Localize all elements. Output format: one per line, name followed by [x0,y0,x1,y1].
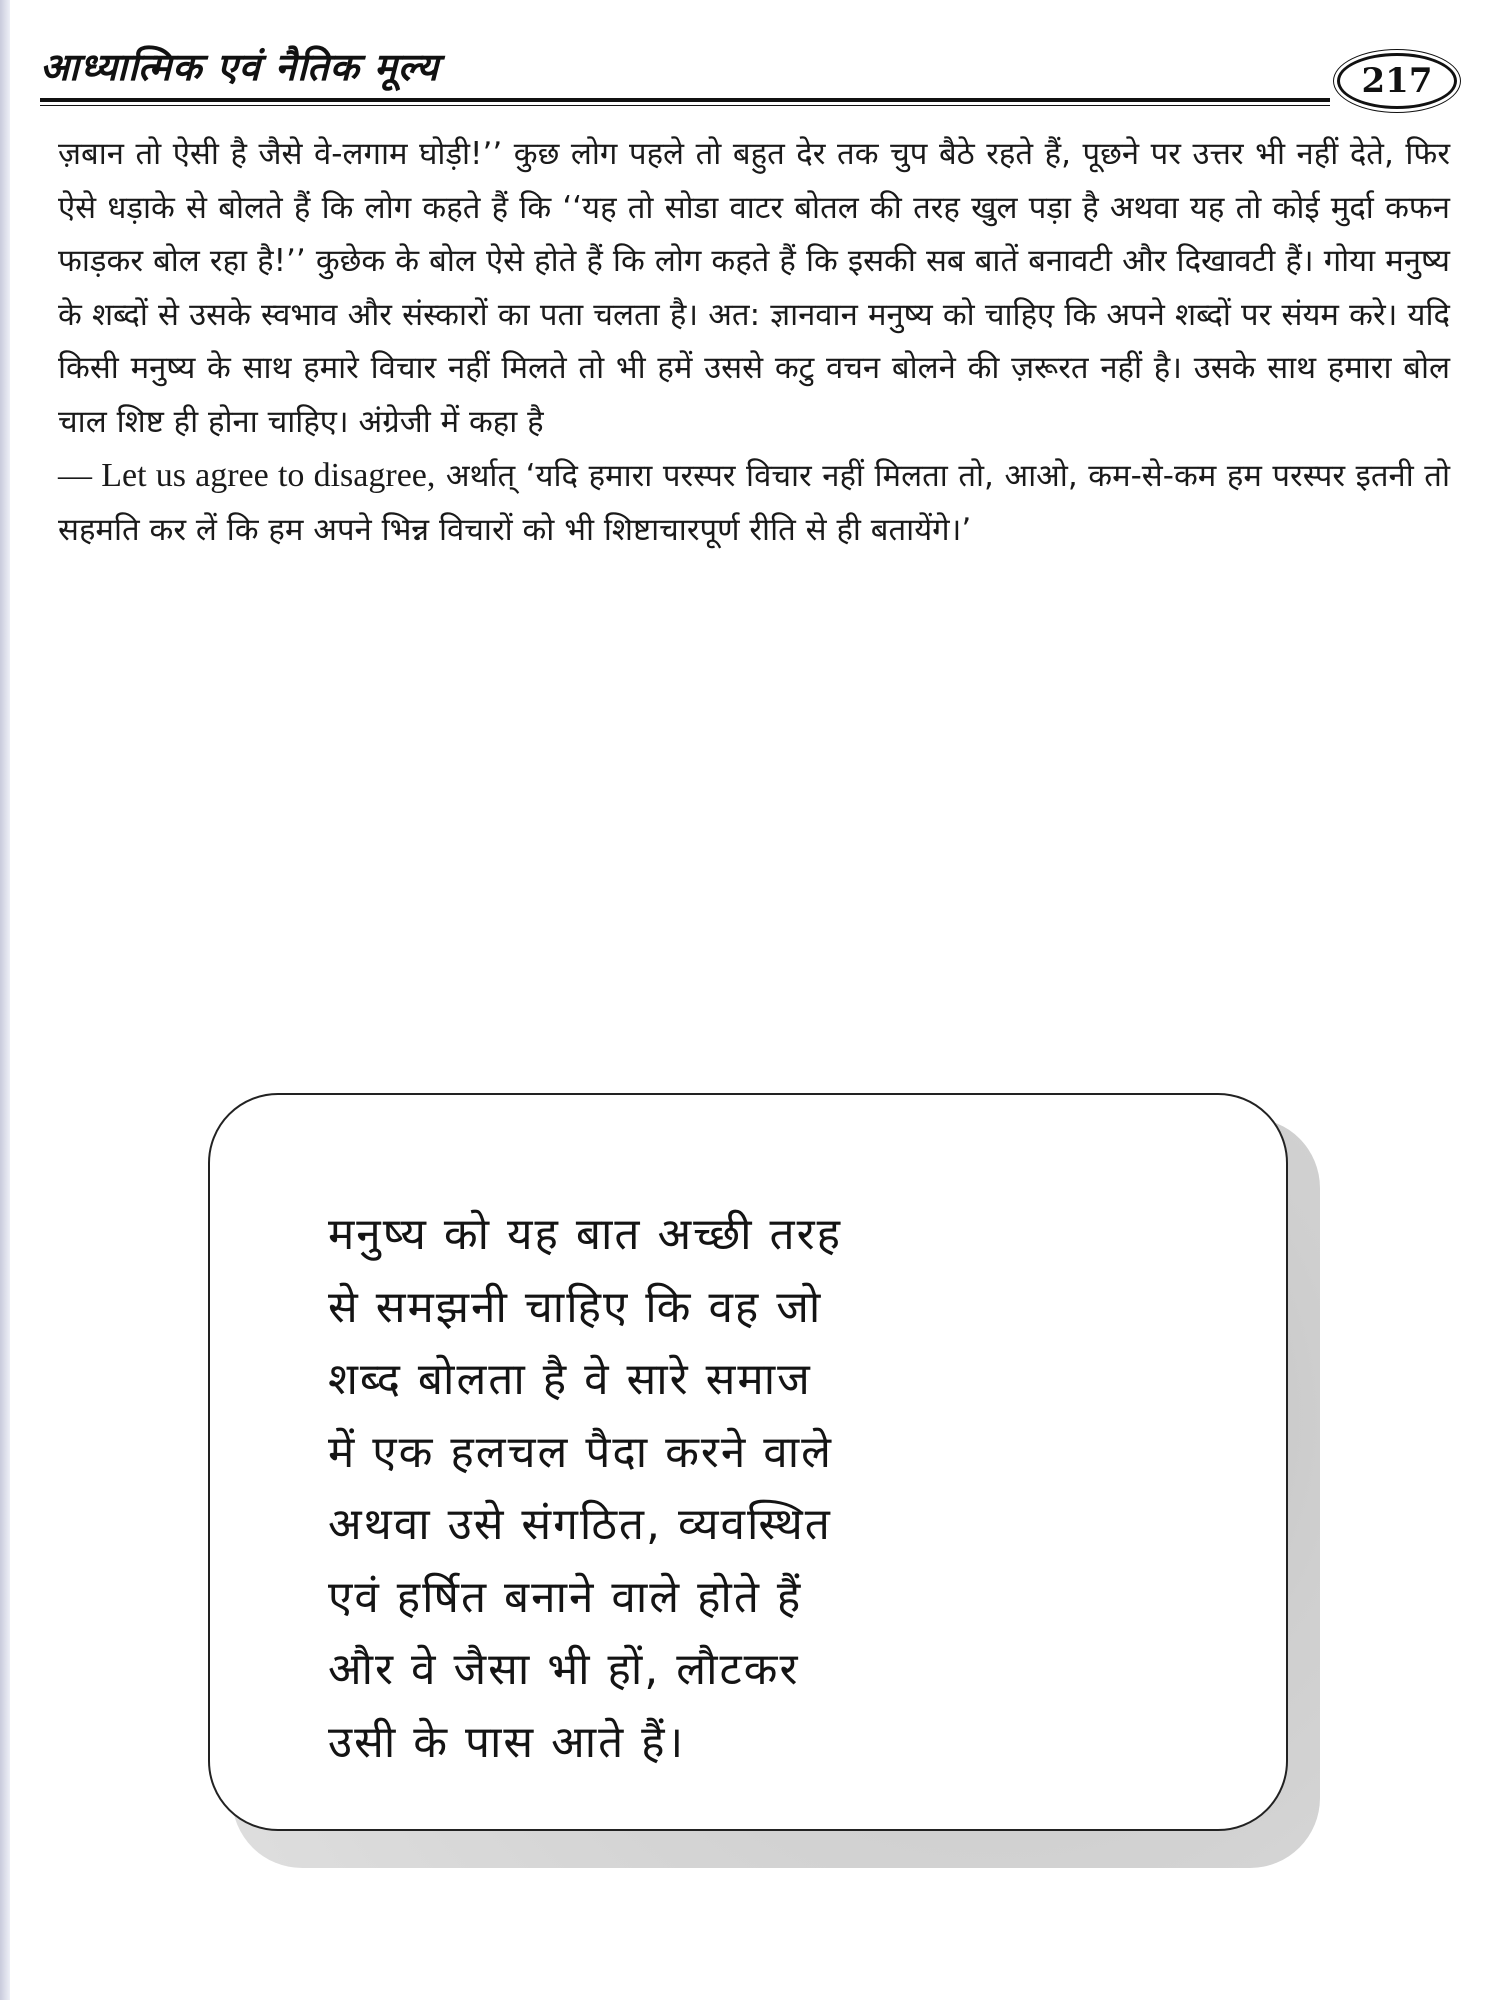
callout-line: और वे जैसा भी हों, लौटकर [328,1644,800,1695]
callout-text [328,1199,1208,1779]
quote-callout-box [208,1093,1288,1831]
callout-line: मनुष्य को यह बात अच्छी तरह [328,1209,842,1260]
callout-line: उसी के पास आते हैं। [328,1716,686,1768]
body-text-part2: अर्थात् ‘यदि हमारा परस्पर विचार नहीं मिलता तो, आओ, कम-से-कम हम परस्पर इतनी तो सहमति कर लें कि हम अपने भिन्न विचारों को भी शिष्टाचारपूर्ण रीति से ही बतायेंगे।’ [58,458,1450,548]
callout-line: से समझनी चाहिए कि वह जो [328,1281,823,1333]
page-edge-shadow [0,0,10,2000]
english-quote: — Let us agree to disagree, [58,457,436,494]
page-header [40,28,1460,108]
page-number: 217 [1337,53,1457,109]
running-title: आध्यात्मिक एवं नैतिक मूल्य [40,45,440,89]
callout-line: में एक हलचल पैदा करने वाले [328,1426,833,1478]
body-paragraph [58,128,1450,557]
header-rule [40,98,1330,106]
body-text-part1: ज़बान तो ऐसी है जैसे वे-लगाम घोड़ी!’’ कुछ लोग पहले तो बहुत देर तक चुप बैठे रहते हैं, पूछने पर उत्तर भी नहीं देते, फिर ऐसे धड़ाके से बोलते हैं कि लोग कहते हैं कि ‘‘यह तो सोडा वाटर बोतल की तरह खुल पड़ा है अथवा यह तो कोई मुर्दा कफन फाड़कर बोल रहा है!’’ कुछेक के बोल ऐसे होते हैं कि लोग कहते हैं कि इसकी सब बातें बनावटी और दिखावटी हैं। गोया मनुष्य के शब्दों से उसके स्वभाव और संस्कारों का पता चलता है। अत: ज्ञानवान मनुष्य को चाहिए कि अपने शब्दों पर संयम करे। यदि किसी मनुष्य के साथ हमारे विचार नहीं मिलते तो भी हमें उससे कटु वचन बोलने की ज़रूरत नहीं है। उसके साथ हमारा बोल चाल शिष्ट ही होना चाहिए। अंग्रेजी में कहा है [58,136,1450,440]
callout-line: एवं हर्षित बनाने वाले होते हैं [328,1571,803,1623]
callout-line: अथवा उसे संगठित, व्यवस्थित [328,1499,832,1550]
callout-line: शब्द बोलता है वे सारे समाज [328,1354,812,1405]
